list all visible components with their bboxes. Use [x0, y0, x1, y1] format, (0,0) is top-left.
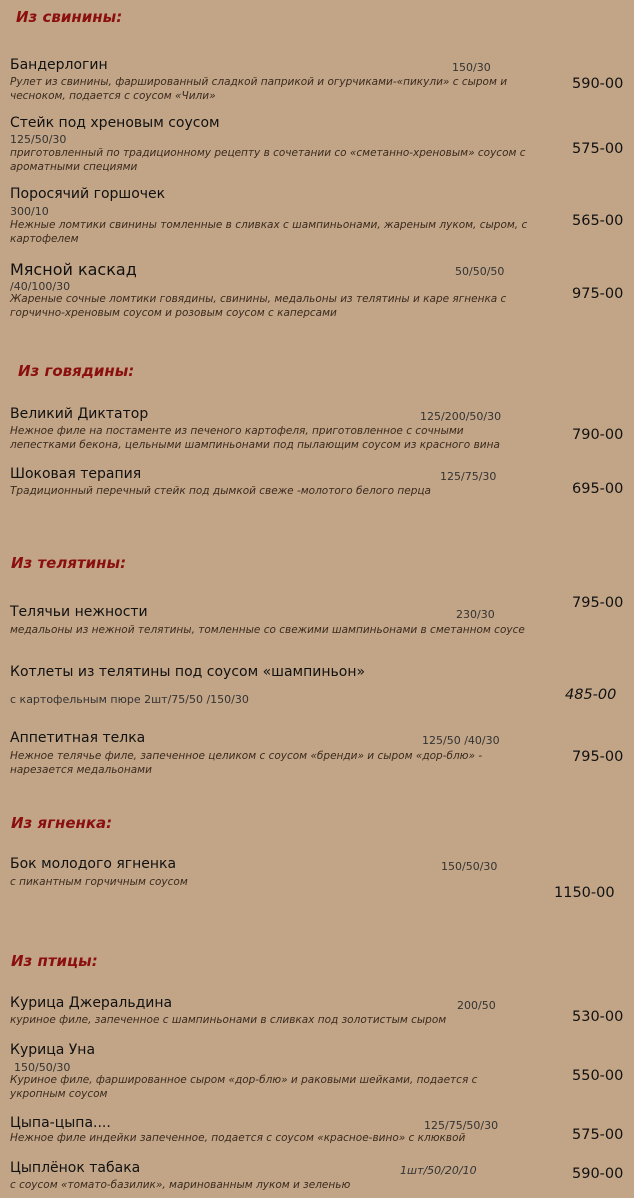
- dish-weight: 125/75/50/30: [424, 1119, 499, 1132]
- dish-weight: 150/50/30: [441, 860, 498, 873]
- dish-weight: 125/75/30: [440, 470, 497, 483]
- dish-name: Телячьи нежности: [10, 604, 148, 620]
- dish-price: 975-00: [572, 286, 624, 302]
- dish-description: Нежное филе индейки запеченное, подается с соусом «красное-вино» с клюквой: [10, 1132, 466, 1144]
- dish-price: 575-00: [572, 141, 624, 157]
- dish-name: Аппетитная телка: [10, 730, 146, 746]
- dish-weight: 150/50/30: [14, 1061, 71, 1074]
- dish-price: 530-00: [572, 1009, 624, 1025]
- dish-description: с картофельным пюре 2шт/75/50 /150/30: [10, 693, 249, 706]
- dish-description: куриное филе, запеченное с шампиньонами в сливках под золотистым сыром: [10, 1014, 447, 1026]
- dish-weight-extra: /40/100/30: [10, 280, 71, 293]
- dish-description: Традиционный перечный стейк под дымкой свеже -молотого белого перца: [10, 485, 431, 497]
- dish-price: 565-00: [572, 213, 624, 229]
- dish-weight: 1шт/50/20/10: [400, 1164, 477, 1177]
- dish-name: Цыплёнок табака: [10, 1160, 141, 1176]
- dish-description: Куриное филе, фаршированное сыром «дор-блю» и раковыми шейками, подается с укропным соусом: [10, 1074, 478, 1100]
- dish-weight: 150/30: [452, 61, 491, 74]
- dish-price: 1150-00: [554, 885, 615, 901]
- dish-weight: 125/50 /40/30: [422, 734, 500, 747]
- dish-weight: 125/200/50/30: [420, 410, 502, 423]
- dish-description: с пикантным горчичным соусом: [10, 876, 188, 888]
- dish-description: приготовленный по традиционному рецепту в сочетании со «сметанно-хреновым» соусом с ароматными специями: [10, 147, 526, 173]
- dish-weight: 125/50/30: [10, 133, 67, 146]
- dish-name: Поросячий горшочек: [10, 186, 166, 202]
- dish-weight: 230/30: [456, 608, 495, 621]
- dish-price: 795-00: [572, 595, 624, 611]
- dish-name: Бок молодого ягненка: [10, 856, 177, 872]
- section-title-beef: Из говядины:: [18, 362, 135, 380]
- dish-description: с соусом «томато-базилик», маринованным луком и зеленью: [10, 1179, 351, 1191]
- dish-price: 485-00: [565, 687, 617, 703]
- section-title-lamb: Из ягненка:: [11, 814, 113, 832]
- dish-name: Шоковая терапия: [10, 466, 142, 482]
- dish-description: Нежное филе на постаменте из печеного картофеля, приготовленное с сочными лепестками бекона, цельными шампиньонами под пылающим соусом из красного вина: [10, 425, 500, 451]
- dish-name: Бандерлогин: [10, 57, 108, 73]
- dish-name: Курица Джеральдина: [10, 995, 173, 1011]
- dish-price: 695-00: [572, 481, 624, 497]
- dish-description: Нежные ломтики свинины томленные в сливках с шампиньонами, жареным луком, сыром, с картофелем: [10, 219, 528, 245]
- dish-name: Стейк под хреновым соусом: [10, 115, 220, 131]
- dish-description: Жареные сочные ломтики говядины, свинины, медальоны из телятины и каре ягненка с горчично-хреновым соусом и розовым соусом с каперсами: [10, 293, 507, 319]
- dish-description: медальоны из нежной телятины, томленные со свежими шампиньонами в сметанном соусе: [10, 624, 525, 636]
- dish-price: 550-00: [572, 1068, 624, 1084]
- dish-price: 590-00: [572, 1166, 624, 1182]
- dish-weight: 50/50/50: [455, 265, 505, 278]
- dish-price: 575-00: [572, 1127, 624, 1143]
- dish-weight: 300/10: [10, 205, 49, 218]
- section-title-poultry: Из птицы:: [11, 952, 98, 970]
- dish-description: Нежное телячье филе, запеченное целиком с соусом «бренди» и сыром «дор-блю» - нарезается медальонами: [10, 750, 483, 776]
- dish-weight: 200/50: [457, 999, 496, 1012]
- dish-price: 790-00: [572, 427, 624, 443]
- dish-name: Великий Диктатор: [10, 406, 149, 422]
- dish-name: Цыпа-цыпа....: [10, 1115, 111, 1131]
- dish-name: Мясной каскад: [10, 260, 137, 279]
- section-title-pork: Из свинины:: [16, 8, 123, 26]
- dish-name: Курица Уна: [10, 1042, 96, 1058]
- dish-name: Котлеты из телятины под соусом «шампиньон»: [10, 664, 366, 680]
- section-title-veal: Из телятины:: [11, 554, 127, 572]
- dish-price: 590-00: [572, 76, 624, 92]
- dish-description: Рулет из свинины, фаршированный сладкой паприкой и огурчиками-«пикули» с сыром и чесноком, подается с соусом «Чили»: [10, 76, 508, 102]
- dish-price: 795-00: [572, 749, 624, 765]
